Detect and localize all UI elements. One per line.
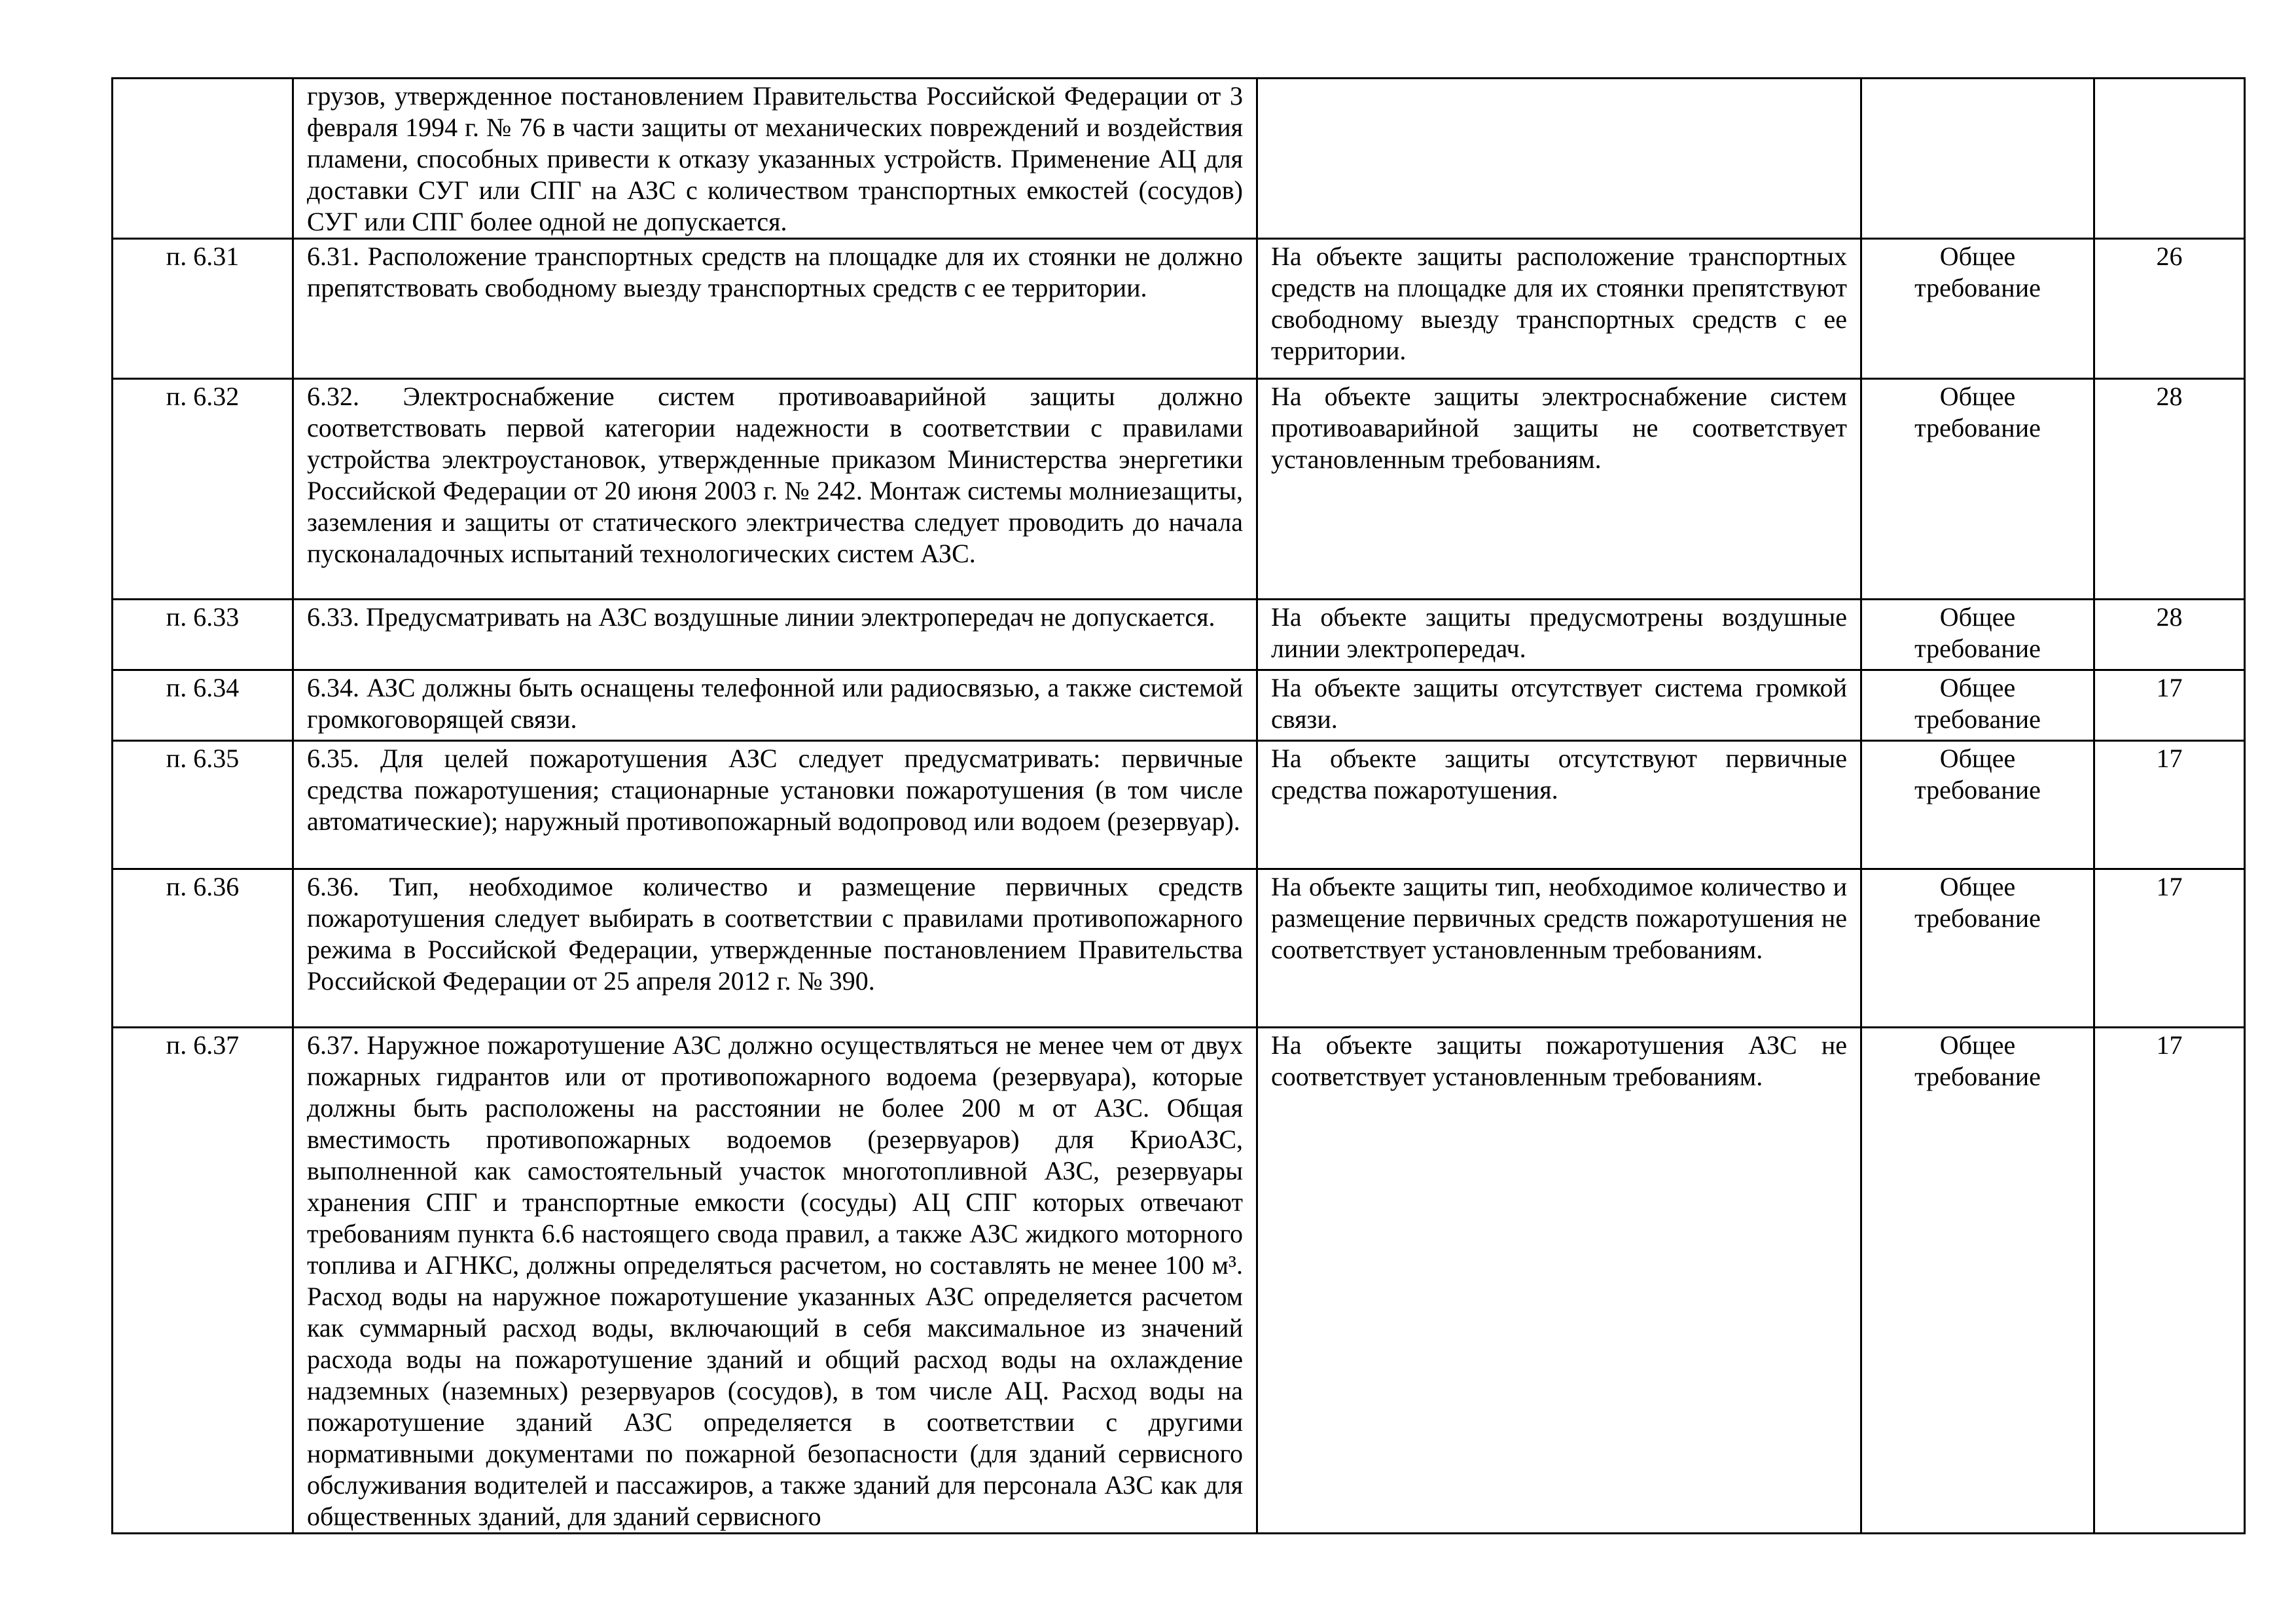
- violation-text: На объекте защиты тип, необходимое количество и размещение первичных средств пожаротушения не соответствует установленным требованиям.: [1271, 872, 1847, 964]
- table-row: [113, 239, 2245, 379]
- row-ref-cell: [113, 1028, 293, 1534]
- table-row: [113, 79, 2245, 239]
- row-ref: п. 6.31: [166, 242, 240, 271]
- requirement-type-cell: [1861, 379, 2094, 600]
- requirements-table: [111, 77, 2246, 1534]
- requirement-type-cell: [1861, 741, 2094, 869]
- violation-cell: [1257, 1028, 1861, 1534]
- violation-cell: [1257, 600, 1861, 670]
- row-ref-cell: [113, 379, 293, 600]
- row-ref: п. 6.32: [166, 382, 240, 411]
- requirement-type: Общее требование: [1914, 382, 2041, 442]
- row-ref-cell: [113, 670, 293, 741]
- requirement-cell: [293, 741, 1257, 869]
- requirement-cell: [293, 670, 1257, 741]
- violation-text: На объекте защиты пожаротушения АЗС не соответствует установленным требованиям.: [1271, 1030, 1847, 1091]
- violation-cell: [1257, 869, 1861, 1028]
- table-row: [113, 379, 2245, 600]
- row-ref: п. 6.37: [166, 1030, 240, 1060]
- requirement-type: Общее требование: [1914, 673, 2041, 734]
- violation-cell: [1257, 670, 1861, 741]
- requirement-cell: [293, 1028, 1257, 1534]
- row-ref: п. 6.34: [166, 673, 240, 702]
- requirement-type: Общее требование: [1914, 242, 2041, 302]
- requirement-text: 6.36. Тип, необходимое количество и размещение первичных средств пожаротушения следует выбирать в соответствии с правилами противопожарного режима в Российской Федерации, утвержденные постановлением Правительства Российской Федерации от 25 апреля 2012 г. № 390.: [307, 872, 1243, 996]
- requirement-text: 6.33. Предусматривать на АЗС воздушные линии электропередач не допускается.: [307, 602, 1215, 632]
- row-number: 26: [2156, 242, 2183, 271]
- number-cell: [2094, 741, 2245, 869]
- table-row: [113, 670, 2245, 741]
- row-ref-cell: [113, 741, 293, 869]
- number-cell: [2094, 600, 2245, 670]
- requirement-type-cell: [1861, 239, 2094, 379]
- requirement-type: Общее требование: [1914, 1030, 2041, 1091]
- violation-text: На объекте защиты электроснабжение систем противоаварийной защиты не соответствует установленным требованиям.: [1271, 382, 1847, 474]
- row-ref: п. 6.35: [166, 744, 240, 773]
- requirement-type-cell: [1861, 869, 2094, 1028]
- row-number: 17: [2156, 872, 2183, 901]
- number-cell: [2094, 869, 2245, 1028]
- requirement-type-cell: [1861, 600, 2094, 670]
- requirement-type: Общее требование: [1914, 602, 2041, 663]
- table-row: [113, 869, 2245, 1028]
- requirement-type: Общее требование: [1914, 744, 2041, 804]
- requirement-text: 6.34. АЗС должны быть оснащены телефонной или радиосвязью, а также системой громкоговорящей связи.: [307, 673, 1243, 734]
- requirement-cell: [293, 79, 1257, 239]
- violation-text: На объекте защиты отсутствует система громкой связи.: [1271, 673, 1847, 734]
- requirement-text: грузов, утвержденное постановлением Правительства Российской Федерации от 3 февраля 1994 г. № 76 в части защиты от механических повреждений и воздействия пламени, способных привести к отказу указанных устройств. Применение АЦ для доставки СУГ или СПГ на АЗС с количеством транспортных емкостей (сосудов) СУГ или СПГ более одной не допускается.: [307, 81, 1243, 236]
- requirement-text: 6.35. Для целей пожаротушения АЗС следует предусматривать: первичные средства пожаротушения; стационарные установки пожаротушения (в том числе автоматические); наружный противопожарный водопровод или водоем (резервуар).: [307, 744, 1243, 836]
- violation-text: На объекте защиты предусмотрены воздушные линии электропередач.: [1271, 602, 1847, 663]
- requirement-type-cell: [1861, 670, 2094, 741]
- row-ref: п. 6.36: [166, 872, 240, 901]
- violation-cell: [1257, 79, 1861, 239]
- requirement-cell: [293, 239, 1257, 379]
- violation-cell: [1257, 379, 1861, 600]
- violation-cell: [1257, 741, 1861, 869]
- violation-cell: [1257, 239, 1861, 379]
- number-cell: [2094, 1028, 2245, 1534]
- row-number: 17: [2156, 673, 2183, 702]
- row-number: 17: [2156, 1030, 2183, 1060]
- number-cell: [2094, 379, 2245, 600]
- table-row: [113, 741, 2245, 869]
- requirement-text: 6.32. Электроснабжение систем противоаварийной защиты должно соответствовать первой категории надежности в соответствии с правилами устройства электроустановок, утвержденные приказом Министерства энергетики Российской Федерации от 20 июня 2003 г. № 242. Монтаж системы молниезащиты, заземления и защиты от статического электричества следует проводить до начала пусконаладочных испытаний технологических систем АЗС.: [307, 382, 1243, 568]
- requirement-text: 6.37. Наружное пожаротушение АЗС должно осуществляться не менее чем от двух пожарных гидрантов или от противопожарного водоема (резервуара), которые должны быть расположены на расстоянии не более 200 м от АЗС. Общая вместимость противопожарных водоемов (резервуаров) для КриоАЗС, выполненной как самостоятельный участок многотопливной АЗС, резервуары хранения СПГ и транспортные емкости (сосуды) АЦ СПГ которых отвечают требованиям пункта 6.6 настоящего свода правил, а также АЗС жидкого моторного топлива и АГНКС, должны определяться расчетом, но составлять не менее 100 м³. Расход воды на наружное пожаротушение указанных АЗС определяется расчетом как суммарный расход воды, включающий в себя максимальное из значений расхода воды на пожаротушение зданий и общий расход воды на охлаждение надземных (наземных) резервуаров (сосудов), в том числе АЦ. Расход воды на пожаротушение зданий АЗС определяется в соответствии с другими нормативными документами по пожарной безопасности (для зданий сервисного обслуживания водителей и пассажиров, а также зданий для персонала АЗС как для общественных зданий, для зданий сервисного: [307, 1030, 1243, 1531]
- row-number: 28: [2156, 602, 2183, 632]
- requirement-text: 6.31. Расположение транспортных средств на площадке для их стоянки не должно препятствовать свободному выезду транспортных средств с ее территории.: [307, 242, 1243, 302]
- requirement-cell: [293, 869, 1257, 1028]
- row-ref-cell: [113, 239, 293, 379]
- violation-text: На объекте защиты отсутствуют первичные средства пожаротушения.: [1271, 744, 1847, 804]
- table-row: [113, 1028, 2245, 1534]
- number-cell: [2094, 239, 2245, 379]
- requirement-cell: [293, 600, 1257, 670]
- requirement-type-cell: [1861, 79, 2094, 239]
- table-row: [113, 600, 2245, 670]
- violation-text: На объекте защиты расположение транспортных средств на площадке для их стоянки препятствуют свободному выезду транспортных средств с ее территории.: [1271, 242, 1847, 365]
- requirement-cell: [293, 379, 1257, 600]
- number-cell: [2094, 670, 2245, 741]
- number-cell: [2094, 79, 2245, 239]
- row-number: 17: [2156, 744, 2183, 773]
- row-ref: п. 6.33: [166, 602, 240, 632]
- requirement-type: Общее требование: [1914, 872, 2041, 933]
- row-ref-cell: [113, 79, 293, 239]
- document-page: [111, 77, 2244, 1534]
- row-ref-cell: [113, 600, 293, 670]
- row-ref-cell: [113, 869, 293, 1028]
- row-number: 28: [2156, 382, 2183, 411]
- requirement-type-cell: [1861, 1028, 2094, 1534]
